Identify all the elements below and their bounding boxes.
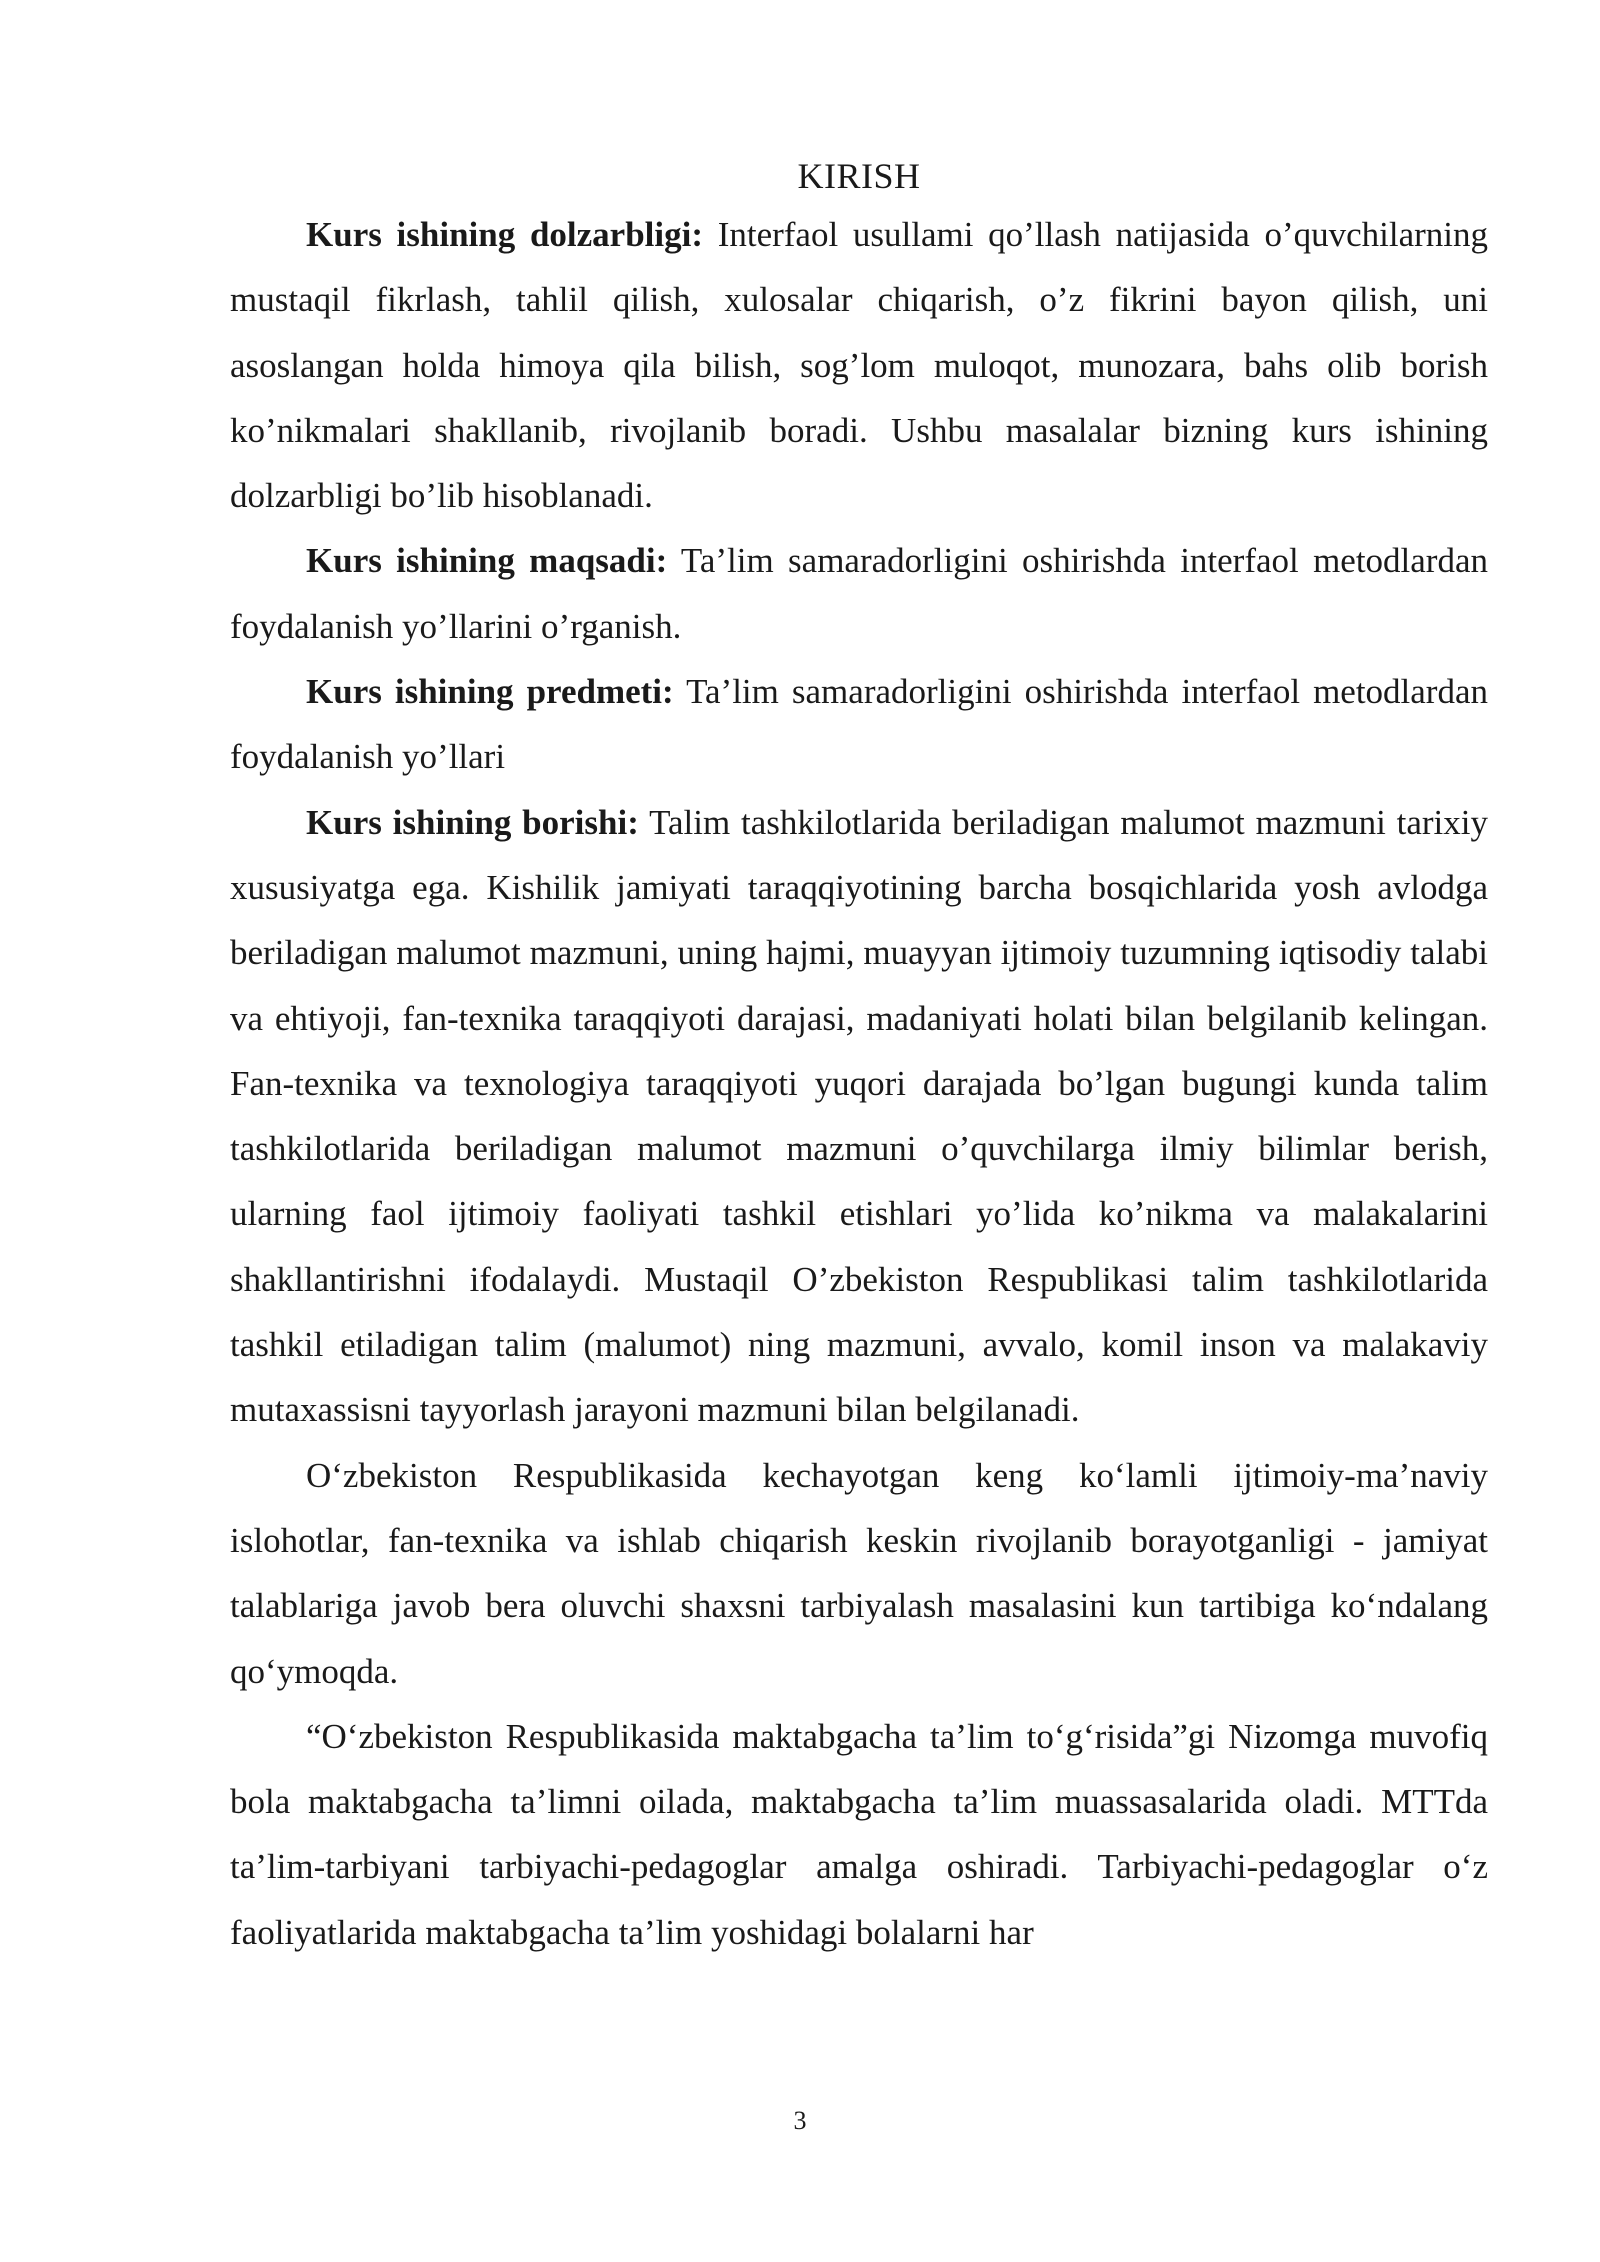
paragraph-regulation bbox=[230, 1704, 1488, 1965]
paragraph-text: Interfaol usullami qo’llash natijasida o’quvchilarning mustaqil fikrlash, tahlil qilish, xulosalar chiqarish, o’z fikrini bayon qilish, uni asoslangan holda himoya qila bilish, sog’lom muloqot, munozara, bahs olib borish ko’nikmalari shakllanib, rivojlanib boradi. Ushbu masalalar bizning kurs ishining dolzarbligi bo’lib hisoblanadi. bbox=[230, 215, 1488, 516]
paragraph-text: Talim tashkilotlarida beriladigan malumot mazmuni tarixiy xususiyatga ega. Kishilik jamiyati taraqqiyotining barcha bosqichlarida yosh avlodga beriladigan malumot mazmuni, uning hajmi, muayyan ijtimoiy tuzumning iqtisodiy talabi va ehtiyoji, fan-texnika taraqqiyoti darajasi, madaniyati holati bilan belgilanib kelingan. Fan-texnika va texnologiya taraqqiyoti yuqori darajada bo’lgan bugungi kunda talim tashkilotlarida beriladigan malumot mazmuni o’quvchilarga ilmiy bilimlar berish, ularning faol ijtimoiy faoliyati tashkil etishlari yo’lida ko’nikma va malakalarini shakllantirishni ifodalaydi. Mustaqil O’zbekiston Respublikasi talim tashkilotlarida tashkil etiladigan talim (malumot) ning mazmuni, avvalo, komil inson va malakaviy mutaxassisni tayyorlash jarayoni mazmuni bilan belgilanadi. bbox=[230, 802, 1488, 1430]
page-number: 3 bbox=[793, 2106, 807, 2135]
page-body bbox=[230, 150, 1488, 1965]
paragraph-goal bbox=[230, 528, 1488, 659]
paragraph-text: Ta’lim samaradorligini oshirishda interfaol metodlardan foydalanish yo’llari bbox=[230, 672, 1488, 777]
paragraph-reforms bbox=[230, 1443, 1488, 1704]
paragraph-lead: Kurs ishining borishi: bbox=[306, 802, 639, 842]
paragraph-lead: Kurs ishining maqsadi: bbox=[306, 541, 668, 581]
page-title: KIRISH bbox=[797, 156, 921, 196]
paragraph-lead: Kurs ishining predmeti: bbox=[306, 672, 674, 712]
paragraph-text: Ta’lim samaradorligini oshirishda interfaol metodlardan foydalanish yo’llarini o’rganish. bbox=[230, 541, 1488, 646]
paragraph-progress bbox=[230, 790, 1488, 1443]
paragraph-text: O‘zbekiston Respublikasida kechayotgan keng ko‘lamli ijtimoiy-ma’naviy islohotlar, fan-texnika va ishlab chiqarish keskin rivojlanib borayotganligi - jamiyat talablariga javob bera oluvchi shaxsni tarbiyalash masalasini kun tartibiga ko‘ndalang qo‘ymoqda. bbox=[230, 1455, 1488, 1691]
paragraph-text: “O‘zbekiston Respublikasida maktabgacha ta’lim to‘g‘risida”gi Nizomga muvofiq bola maktabgacha ta’limni oilada, maktabgacha ta’lim muassasalarida oladi. MTTda ta’lim-tarbiyani tarbiyachi-pedagoglar amalga oshiradi. Tarbiyachi-pedagoglar o‘z faoliyatlarida maktabgacha ta’lim yoshidagi bolalarni har bbox=[230, 1716, 1488, 1952]
paragraph-lead: Kurs ishining dolzarbligi: bbox=[306, 215, 703, 254]
paragraph-relevance bbox=[230, 202, 1488, 528]
paragraph-subject bbox=[230, 659, 1488, 790]
